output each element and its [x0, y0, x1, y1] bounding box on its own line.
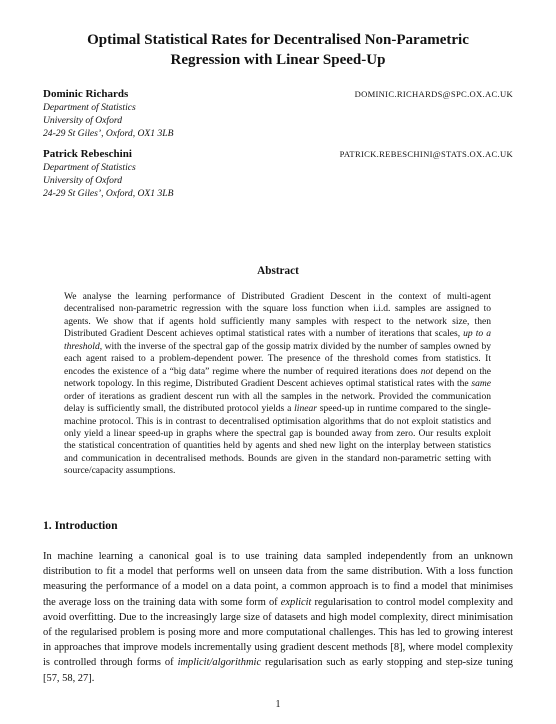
- introduction-paragraph: [43, 549, 513, 686]
- abstract-text-part: We analyse the learning performance of Distributed Gradient Descent in the context of multi-agent decentralised non-parametric regression with the square loss function when i.i.d. samples are assigned to agents. We show that if agents hold sufficiently many samples with respect to the network size, then Distributed Gradient Descent achieves optimal statistical rates with a number of iterations that scales,: [64, 291, 491, 340]
- intro-emphasis: implicit/algorithmic: [177, 657, 262, 669]
- intro-text-part: regularisation such as early stopping and step-size tuning [57, 58, 27].: [43, 657, 514, 684]
- author-department: Department of Statistics: [43, 162, 136, 173]
- author-university: University of Oxford: [43, 115, 123, 126]
- author-university: University of Oxford: [43, 175, 123, 186]
- author-name: Patrick Rebeschini: [43, 148, 132, 160]
- author-address: 24-29 St Giles’, Oxford, OX1 3LB: [43, 188, 174, 199]
- abstract-emphasis: same: [471, 378, 491, 390]
- author-block-2: [43, 147, 513, 200]
- paper-title: [40, 30, 516, 70]
- abstract-text-part: , with the inverse of the spectral gap of the gossip matrix divided by the number of samples owned by each agent raised to a problem-dependent power. The presence of the threshold comes from statistics. It encodes the existence of a “big data” regime where the number of required iterations does: [64, 340, 491, 377]
- abstract-emphasis: not: [420, 365, 433, 377]
- section-heading-introduction: 1. Introduction: [43, 519, 118, 532]
- author-block-1: [43, 87, 513, 140]
- abstract-heading: Abstract: [257, 265, 299, 277]
- abstract-text-part: order of iterations as gradient descent run with all the samples in the network. Provided the communication delay is sufficiently small, the distributed protocol yields a: [64, 390, 491, 415]
- intro-text-part: regularisation to control model complexity and avoid overfitting. Due to the increasingly large size of datasets and high model complexity, direct minimisation of the regularised problem is posing more and more computational challenges. This has led to growing interest in approaches that improve models incrementally using gradient descent methods [8], where model complexity is controlled through forms of: [43, 596, 514, 669]
- intro-emphasis: explicit: [280, 596, 312, 608]
- page-number: 1: [275, 699, 281, 710]
- author-name: Dominic Richards: [43, 88, 129, 100]
- abstract-emphasis: up to a threshold: [64, 328, 491, 352]
- author-email[interactable]: PATRICK.REBESCHINI@STATS.OX.AC.UK: [339, 149, 513, 159]
- author-department: Department of Statistics: [43, 102, 136, 113]
- abstract-emphasis: linear: [294, 403, 317, 415]
- author-email[interactable]: DOMINIC.RICHARDS@SPC.OX.AC.UK: [354, 89, 513, 99]
- abstract-text-part: depend on the network topology. In this regime, Distributed Gradient Descent achieves optimal statistical rates with the: [64, 365, 491, 390]
- abstract-text-part: speed-up in runtime compared to the single-machine protocol. This is in contrast to decentralised optimisation algorithms that do not exploit statistics and only yield a linear speed-up in graphs where the spectral gap is bounded away from zero. Our results exploit the statistical concentration of quantities held by agents and shed new light on the interplay between statistics and communication in decentralised methods. Bounds are given in the standard non-parametric setting with source/capacity assumptions.: [64, 403, 491, 477]
- title-line-2: Regression with Linear Speed-Up: [170, 52, 386, 68]
- abstract-text: [64, 291, 491, 478]
- title-line-1: Optimal Statistical Rates for Decentralised Non-Parametric: [87, 32, 469, 48]
- intro-text-part: In machine learning a canonical goal is to use training data sampled independently from an unknown distribution to fit a model that performs well on unseen data from the same distribution. With a loss function measuring the performance of a model on a data point, a common approach is to find a model that minimises the average loss on the training data with some form of: [43, 551, 513, 608]
- author-address: 24-29 St Giles’, Oxford, OX1 3LB: [43, 128, 174, 139]
